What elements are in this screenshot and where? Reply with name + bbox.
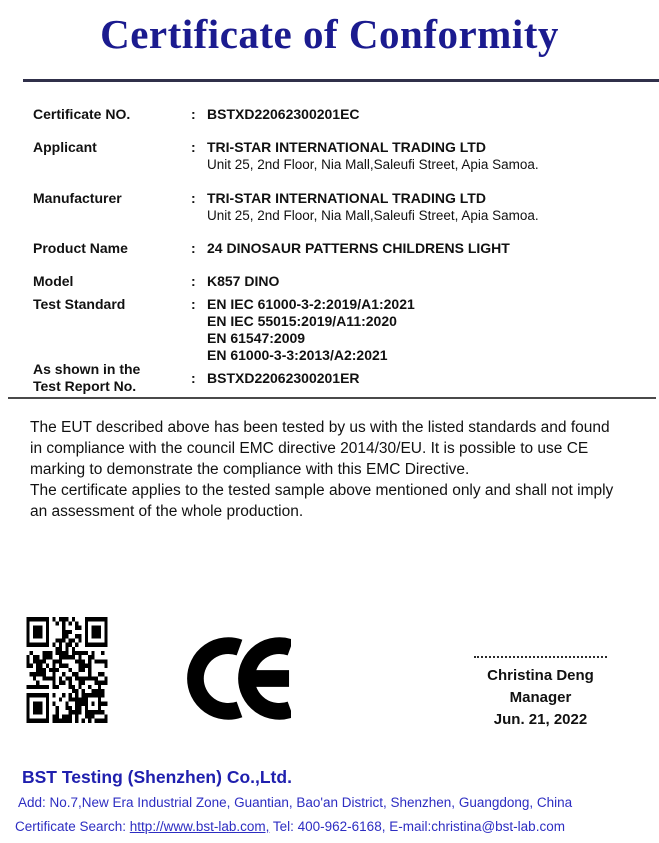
section-divider xyxy=(8,397,656,399)
footer-company-name: BST Testing (Shenzhen) Co.,Ltd. xyxy=(22,767,292,787)
field-colon: : xyxy=(191,369,196,386)
test-standard-item: EN 61547:2009 xyxy=(207,330,306,346)
applicant-name: TRI-STAR INTERNATIONAL TRADING LTD xyxy=(207,139,486,155)
field-colon: : xyxy=(191,190,196,206)
field-label xyxy=(33,361,191,395)
statement-line: an assessment of the whole production. xyxy=(30,503,304,520)
page-title: Certificate of Conformity xyxy=(100,11,559,57)
signatory-name: Christina Deng xyxy=(487,667,594,684)
field-row-product-name xyxy=(33,240,651,257)
statement-line: in compliance with the council EMC directive 2014/30/EU. It is possible to use CE xyxy=(30,440,589,457)
field-row-test-report xyxy=(33,361,651,395)
field-label: Certificate NO. xyxy=(33,106,131,122)
conformity-statement xyxy=(30,417,659,522)
signatory-role: Manager xyxy=(509,689,572,706)
field-colon: : xyxy=(191,139,196,155)
test-standard-item: EN IEC 61000-3-2:2019/A1:2021 xyxy=(207,296,415,312)
field-label-line1: As shown in the xyxy=(33,361,141,377)
ce-marking-icon xyxy=(187,637,291,720)
field-colon: : xyxy=(191,273,196,289)
footer-contact-line xyxy=(15,819,565,834)
field-label: Applicant xyxy=(33,139,97,155)
title-divider xyxy=(23,79,659,82)
applicant-address: Unit 25, 2nd Floor, Nia Mall,Saleufi Street, Apia Samoa. xyxy=(207,157,539,172)
qr-code xyxy=(23,613,111,727)
field-row-model xyxy=(33,273,651,290)
field-row-applicant xyxy=(33,139,651,173)
applicant-value xyxy=(207,139,539,173)
footer-contact-info: Tel: 400-962-6168, E-mail:christina@bst-lab.com xyxy=(269,819,565,834)
field-label: Product Name xyxy=(33,240,128,256)
test-standard-item: EN IEC 55015:2019/A11:2020 xyxy=(207,313,397,329)
signature-date: Jun. 21, 2022 xyxy=(493,711,588,728)
test-report-number: BSTXD22062300201ER xyxy=(207,369,360,386)
statement-line: marking to demonstrate the compliance with this EMC Directive. xyxy=(30,461,470,478)
qr-code-canvas xyxy=(23,613,111,727)
product-name: 24 DINOSAUR PATTERNS CHILDRENS LIGHT xyxy=(207,240,510,256)
field-row-certificate-no xyxy=(33,106,651,123)
field-colon: : xyxy=(191,240,196,256)
model-value: K857 DINO xyxy=(207,273,280,289)
field-row-manufacturer xyxy=(33,190,651,224)
certificate-number: BSTXD22062300201EC xyxy=(207,106,360,122)
statement-line: The certificate applies to the tested sample above mentioned only and shall not imply xyxy=(30,482,614,499)
manufacturer-name: TRI-STAR INTERNATIONAL TRADING LTD xyxy=(207,190,486,206)
certificate-search-label: Certificate Search: xyxy=(15,819,130,834)
manufacturer-address: Unit 25, 2nd Floor, Nia Mall,Saleufi Street, Apia Samoa. xyxy=(207,208,539,223)
test-standard-list xyxy=(207,296,415,364)
test-standard-item: EN 61000-3-3:2013/A2:2021 xyxy=(207,347,388,363)
field-label-line2: Test Report No. xyxy=(33,378,137,394)
signature-block xyxy=(474,656,607,731)
manufacturer-value xyxy=(207,190,539,224)
field-row-test-standard xyxy=(33,296,651,364)
field-label: Model xyxy=(33,273,74,289)
field-colon: : xyxy=(191,296,196,312)
footer-address: Add: No.7,New Era Industrial Zone, Guantian, Bao'an District, Shenzhen, Guangdong, China xyxy=(18,795,573,810)
certificate-search-link[interactable]: http://www.bst-lab.com, xyxy=(129,819,270,834)
statement-line: The EUT described above has been tested by us with the listed standards and found xyxy=(30,419,610,436)
field-label: Manufacturer xyxy=(33,190,122,206)
field-colon: : xyxy=(191,106,196,122)
field-label: Test Standard xyxy=(33,296,126,312)
